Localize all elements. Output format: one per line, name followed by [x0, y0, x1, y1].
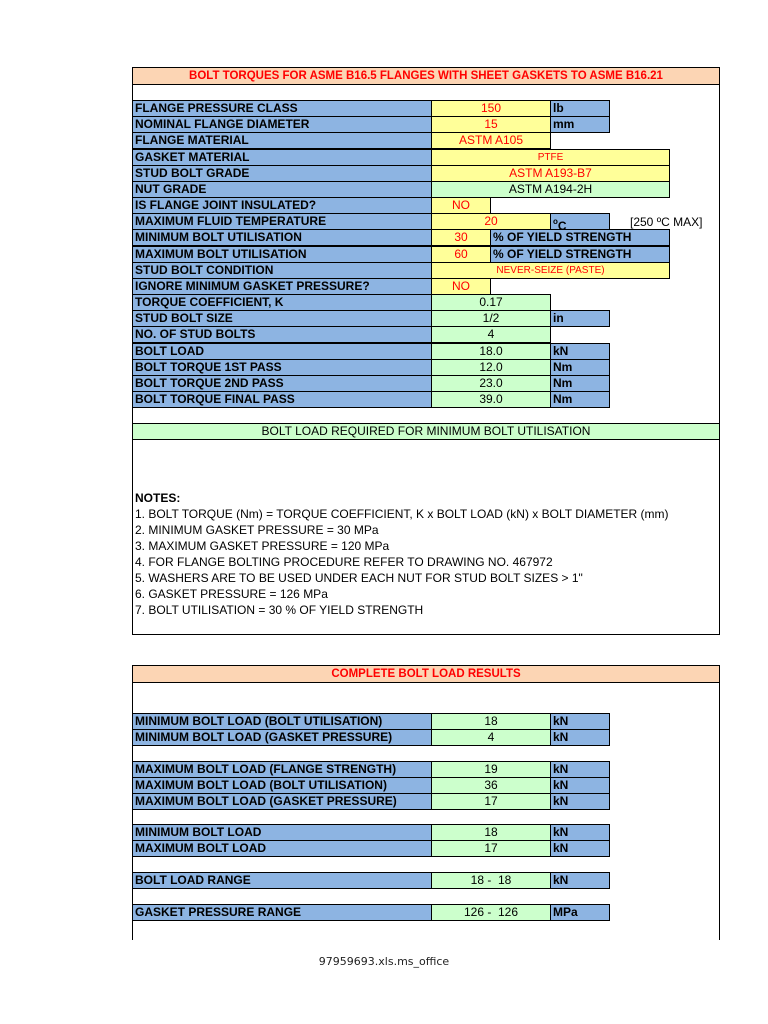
label-gasket-pressure-range: GASKET PRESSURE RANGE	[132, 904, 432, 921]
label-flange-material: FLANGE MATERIAL	[132, 132, 432, 149]
label-torque-coefficient: TORQUE COEFFICIENT, K	[132, 294, 432, 311]
unit-min-bolt-load-gasket-pressure: kN	[550, 729, 610, 746]
input-flange-material[interactable]: ASTM A105	[431, 132, 551, 149]
input-maximum-fluid-temperature[interactable]: 20	[431, 213, 551, 230]
output-minimum-bolt-load: 18	[431, 824, 551, 841]
label-gasket-material: GASKET MATERIAL	[132, 149, 432, 166]
label-bolt-load-range: BOLT LOAD RANGE	[132, 872, 432, 889]
unit-max-bolt-load-flange-strength: kN	[550, 761, 610, 778]
note-item: 3. MAXIMUM GASKET PRESSURE = 120 MPa	[135, 539, 390, 553]
label-maximum-bolt-load: MAXIMUM BOLT LOAD	[132, 840, 432, 857]
output-bolt-load: 18.0	[431, 343, 551, 360]
note-item: 6. GASKET PRESSURE = 126 MPa	[135, 587, 328, 601]
label-stud-bolt-condition: STUD BOLT CONDITION	[132, 262, 432, 279]
output-torque-coefficient: 0.17	[431, 294, 551, 311]
input-ignore-min-gasket-pressure[interactable]: NO	[431, 278, 491, 295]
label-nut-grade: NUT GRADE	[132, 181, 432, 198]
footer-filename: 97959693.xls.ms_office	[318, 955, 450, 968]
output-bolt-torque-2nd-pass: 23.0	[431, 375, 551, 392]
output-bolt-torque-final-pass: 39.0	[431, 391, 551, 408]
label-stud-bolt-size: STUD BOLT SIZE	[132, 310, 432, 327]
label-stud-bolt-grade: STUD BOLT GRADE	[132, 165, 432, 182]
output-min-bolt-load-bolt-utilisation: 18	[431, 713, 551, 730]
output-no-of-stud-bolts: 4	[431, 326, 551, 343]
input-maximum-bolt-utilisation[interactable]: 60	[431, 246, 491, 263]
note-item: 4. FOR FLANGE BOLTING PROCEDURE REFER TO DRAWING NO. 467972	[135, 555, 553, 569]
note-item: 7. BOLT UTILISATION = 30 % OF YIELD STRENGTH	[135, 603, 424, 617]
unit-nominal-flange-diameter: mm	[550, 116, 610, 133]
input-nominal-flange-diameter[interactable]: 15	[431, 116, 551, 133]
unit-bolt-torque-2nd-pass: Nm	[550, 375, 610, 392]
celsius-label: C	[557, 219, 567, 230]
label-ignore-min-gasket-pressure: IGNORE MINIMUM GASKET PRESSURE?	[132, 278, 432, 295]
degree-symbol: o	[553, 217, 558, 226]
output-maximum-bolt-load: 17	[431, 840, 551, 857]
label-min-bolt-load-bolt-utilisation: MINIMUM BOLT LOAD (BOLT UTILISATION)	[132, 713, 432, 730]
unit-maximum-bolt-load: kN	[550, 840, 610, 857]
label-bolt-torque-1st-pass: BOLT TORQUE 1ST PASS	[132, 359, 432, 376]
label-bolt-torque-2nd-pass: BOLT TORQUE 2ND PASS	[132, 375, 432, 392]
unit-bolt-load: kN	[550, 343, 610, 360]
unit-max-bolt-load-bolt-utilisation: kN	[550, 777, 610, 794]
output-gasket-pressure-range: 126 - 126	[431, 904, 551, 921]
output-max-bolt-load-bolt-utilisation: 36	[431, 777, 551, 794]
output-max-bolt-load-gasket-pressure: 17	[431, 793, 551, 810]
label-minimum-bolt-utilisation: MINIMUM BOLT UTILISATION	[132, 229, 432, 246]
label-max-bolt-load-gasket-pressure: MAXIMUM BOLT LOAD (GASKET PRESSURE)	[132, 793, 432, 810]
unit-minimum-bolt-load: kN	[550, 824, 610, 841]
label-bolt-torque-final-pass: BOLT TORQUE FINAL PASS	[132, 391, 432, 408]
note-item: 5. WASHERS ARE TO BE USED UNDER EACH NUT FOR STUD BOLT SIZES > 1"	[135, 571, 583, 585]
output-bolt-load-range: 18 - 18	[431, 872, 551, 889]
label-bolt-load: BOLT LOAD	[132, 343, 432, 360]
label-max-bolt-load-bolt-utilisation: MAXIMUM BOLT LOAD (BOLT UTILISATION)	[132, 777, 432, 794]
label-maximum-fluid-temperature: MAXIMUM FLUID TEMPERATURE	[132, 213, 432, 230]
unit-bolt-torque-1st-pass: Nm	[550, 359, 610, 376]
input-gasket-material[interactable]: PTFE	[431, 149, 670, 166]
output-stud-bolt-size: 1/2	[431, 310, 551, 327]
unit-maximum-fluid-temperature	[550, 213, 610, 230]
section2-title: COMPLETE BOLT LOAD RESULTS	[132, 665, 720, 683]
output-nut-grade: ASTM A194-2H	[431, 181, 670, 198]
input-stud-bolt-grade[interactable]: ASTM A193-B7	[431, 165, 670, 182]
label-min-bolt-load-gasket-pressure: MINIMUM BOLT LOAD (GASKET PRESSURE)	[132, 729, 432, 746]
unit-max-bolt-load-gasket-pressure: kN	[550, 793, 610, 810]
note-item: 1. BOLT TORQUE (Nm) = TORQUE COEFFICIENT, K x BOLT LOAD (kN) x BOLT DIAMETER (mm)	[135, 507, 669, 521]
note-item: 2. MINIMUM GASKET PRESSURE = 30 MPa	[135, 523, 379, 537]
label-max-bolt-load-flange-strength: MAXIMUM BOLT LOAD (FLANGE STRENGTH)	[132, 761, 432, 778]
label-nominal-flange-diameter: NOMINAL FLANGE DIAMETER	[132, 116, 432, 133]
unit-flange-pressure-class: lb	[550, 100, 610, 117]
output-max-bolt-load-flange-strength: 19	[431, 761, 551, 778]
unit-min-bolt-load-bolt-utilisation: kN	[550, 713, 610, 730]
input-flange-joint-insulated[interactable]: NO	[431, 197, 491, 214]
label-flange-pressure-class: FLANGE PRESSURE CLASS	[132, 100, 432, 117]
label-no-of-stud-bolts: NO. OF STUD BOLTS	[132, 326, 432, 343]
unit-bolt-load-range: kN	[550, 872, 610, 889]
output-bolt-torque-1st-pass: 12.0	[431, 359, 551, 376]
label-minimum-bolt-load: MINIMUM BOLT LOAD	[132, 824, 432, 841]
output-min-bolt-load-gasket-pressure: 4	[431, 729, 551, 746]
input-flange-pressure-class[interactable]: 150	[431, 100, 551, 117]
unit-maximum-bolt-utilisation: % OF YIELD STRENGTH	[490, 246, 670, 263]
unit-bolt-torque-final-pass: Nm	[550, 391, 610, 408]
label-flange-joint-insulated: IS FLANGE JOINT INSULATED?	[132, 197, 432, 214]
unit-gasket-pressure-range: MPa	[550, 904, 610, 921]
bolt-load-status-bar: BOLT LOAD REQUIRED FOR MINIMUM BOLT UTILISATION	[132, 423, 720, 440]
unit-minimum-bolt-utilisation: % OF YIELD STRENGTH	[490, 229, 670, 246]
notes-title: NOTES:	[135, 491, 181, 505]
unit-stud-bolt-size: in	[550, 310, 610, 327]
section1-title: BOLT TORQUES FOR ASME B16.5 FLANGES WITH SHEET GASKETS TO ASME B16.21	[132, 67, 720, 85]
label-maximum-bolt-utilisation: MAXIMUM BOLT UTILISATION	[132, 246, 432, 263]
input-minimum-bolt-utilisation[interactable]: 30	[431, 229, 491, 246]
input-stud-bolt-condition[interactable]: NEVER-SEIZE (PASTE)	[431, 262, 670, 279]
temperature-limit-note: [250 ºC MAX]	[630, 215, 703, 229]
